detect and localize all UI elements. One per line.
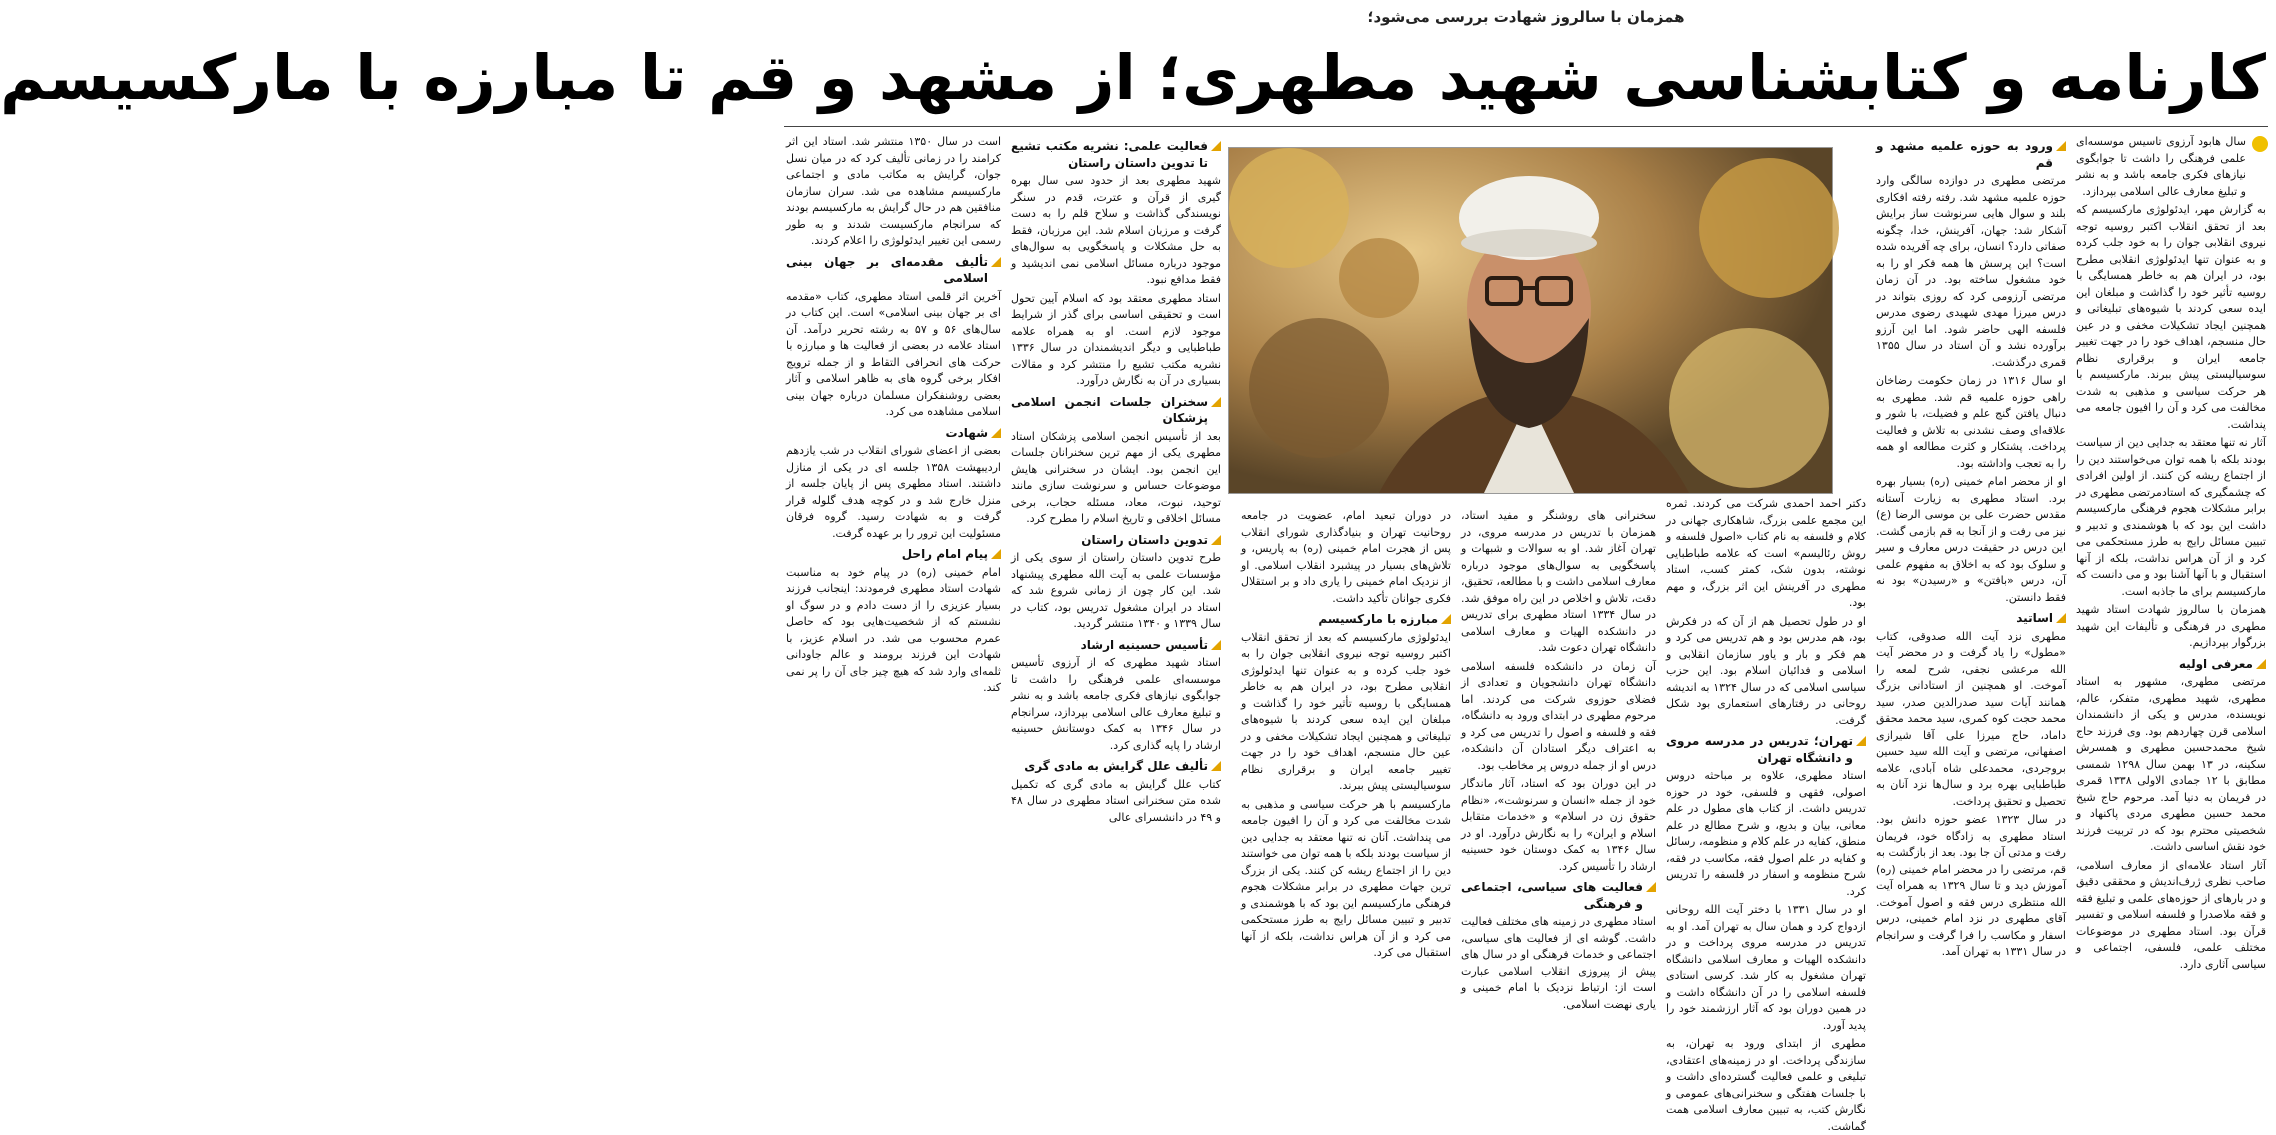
headline: کارنامه و کتابشناسی شهید مطهری؛ از مشهد و قم تا مبارزه با مارکسیسم bbox=[0, 41, 2266, 114]
paragraph: آثار نه تنها معتقد به جدایی دین از سیاست بودند بلکه با همه توان می‌خواستند دین را از اجتماع ریشه کن کنند. از اولین افرادی که چشمگیری که استادمرتضی مطهری در برابر مشکلات هجوم فرهنگی مارکسیسم داشت این بود که با هوشمندی و تدبیر و تبیین مسائل رایج به طرز مستحکمی می کرد و از آن هراس نداشت، بلکه از آنها استقبال و با آنها آشنا بود و می دانست که مارکسیسم برای ما جاذبه است. bbox=[2076, 436, 2266, 598]
paragraph: در دوران تبعید امام، عضویت در جامعه روحانیت تهران و بنیادگذاری شورای انقلاب پس از هجرت امام خمینی (ره) به پاریس، و تلاش‌های بسیار در پیشبرد انقلاب اسلامی. او از نزدیک امام خمینی را یاری داد و بر استقلال فکری جوانان تأکید داشت. bbox=[1241, 509, 1451, 605]
paragraph: دکتر احمد احمدی شرکت می کردند. ثمره این مجمع علمی بزرگ، شاهکاری جهانی در کلام و فلسفه به نام کتاب «اصول فلسفه و روش رئالیسم» است که علامه طباطبایی نوشته، بدون شک، کمتر کسب، استاد مطهری در آفرینش این اثر بزرگ، و مهم بود. bbox=[1666, 497, 1866, 609]
subheading: تهران؛ تدریس در مدرسه مروی و دانشگاه تهران bbox=[1666, 733, 1866, 766]
header-rule bbox=[784, 126, 2268, 127]
paragraph: امام خمینی (ره) در پیام خود به مناسبت شهادت استاد مطهری فرمودند: اینجانب فرزند بسیار عزیزی را از دست دادم و در سوگ او نشستم که از شخصیت‌هایی بود که حاصل عمرم محسوب می شد. در اسلام عزیز، با شهادت این فرزند برومند و عالم جاودانی ثلمه‌ای وارد شد که هیچ چیز جای آن را پر نمی کند. bbox=[786, 565, 1001, 694]
paragraph: بعد از تأسیس انجمن اسلامی پزشکان استاد مطهری یکی از مهم ترین سخنرانان جلسات این انجمن بود. ایشان در سخنرانی هایش موضوعات حساس و سرنوشت سازی مانند توحید، نبوت، معاد، مسئله حجاب، برخی مسائل اخلاقی و تاریخ اسلام را مطرح کرد. bbox=[1011, 429, 1221, 525]
column-7 bbox=[786, 134, 1001, 914]
paragraph: ایدئولوژی مارکسیسم که بعد از تحقق انقلاب اکتبر روسیه توجه نیروی انقلابی جوان را به خود جلب کرده و به عنوان تنها ایدئولوژی انقلابی مطرح بود، در ایران هم به خاطر همسایگی با روسیه تأثیر خود را گذاشت و مبلغان این ایده سعی کردند با شیوه‌های تبلیغاتی و همچنین ایجاد تشکیلات مخفی و در عین حال منسجم، اهداف خود را در جهت تغییر جامعه ایران و برقراری نظام سوسیالیستی پیش ببرند. bbox=[1241, 630, 1451, 792]
column-6 bbox=[1011, 134, 1221, 914]
paragraph: او در سال ۱۳۳۱ با دختر آیت الله روحانی ازدواج کرد و همان سال به تهران آمد. او به تدریس در مدرسه مروی پرداخت و در دانشکده الهیات و معارف اسلامی دانشگاه تهران مشغول به کار شد. کرسی استادی فلسفه اسلامی را در آن دانشگاه داشت و در همین دوران بود که آثار ارزشمند خود را پدید آورد. bbox=[1666, 903, 1866, 1032]
subheading: اساتید bbox=[1876, 610, 2066, 627]
subheading: معرفی اولیه bbox=[2076, 656, 2266, 673]
paragraph: استاد مطهری، علاوه بر مباحثه دروس اصولی، فقهی و فلسفی، خود در حوزه تدریس داشت. از کتاب های مطول در علم معانی، بیان و بدیع، و شرح مطالع در علم منطق، کفایه در علم کلام و منظومه، رسائل و کفایه در علم اصول فقه، مکاسب در فقه، شرح منظومه و اسفار در فلسفه را تدریس کرد. bbox=[1666, 769, 1866, 898]
paragraph: همزمان با سالروز شهادت استاد شهید مطهری در فرهنگی و تألیفات این شهید بزرگوار بپردازیم. bbox=[2076, 603, 2266, 649]
subheading: تألیف علل گرایش به مادی گری bbox=[1011, 758, 1221, 775]
column-5 bbox=[1241, 508, 1451, 959]
paragraph: مارکسیسم با هر حرکت سیاسی و مذهبی به شدت مخالفت می کرد و آن را افیون جامعه می پنداشت. آنان نه تنها معتقد به جدایی دین از سیاست بودند بلکه با همه توان می خواستند دین را از اجتماع ریشه کن کنند. یکی از بزرگ ترین جهات مطهری در برابر مشکلات هجوم فرهنگی مارکسیسم این بود که با هوشمندی و تدبیر و تبیین مسائل رایج به طرز مستحکمی می کرد و از آن هراس نداشت، بلکه از آنها استقبال می کرد. bbox=[1241, 797, 1451, 959]
paragraph: استاد مطهری معتقد بود که اسلام آیین تحول است و تحقیقی اساسی برای گذر از شرایط موجود لازم است. او به همراه علامه طباطبایی و دیگر اندیشمندان در سال ۱۳۳۶ نشریه مکتب تشیع را منتشر کرد و مقالات بسیاری در آن به نگارش درآورد. bbox=[1011, 291, 1221, 387]
paragraph: استاد مطهری در زمینه های مختلف فعالیت داشت. گوشه ای از فعالیت های سیاسی، اجتماعی و خدمات فرهنگی او در سال های پیش از پیروزی انقلاب اسلامی عبارت است از: ارتباط نزدیک با امام خمینی و یاری نهضت اسلامی. bbox=[1461, 915, 1656, 1011]
subheading: تألیف مقدمه‌ای بر جهان بینی اسلامی bbox=[786, 254, 1001, 287]
column-3 bbox=[1666, 134, 1867, 1133]
subheading: ورود به حوزه علمیه مشهد و قم bbox=[1876, 138, 2066, 171]
paragraph: او سال ۱۳۱۶ در زمان حکومت رضاخان راهی حوزه علمیه قم شد. مطهری به دنبال یافتن گنج علم و فضیلت، با شور و علاقه‌ای وصف نشدنی به تلاش و فعالیت پرداخت. پشتکار و کثرت مطالعه او همه را به تعجب واداشته بود. bbox=[1876, 374, 2066, 470]
paragraph: مرتضی مطهری، مشهور به استاد مطهری، شهید مطهری، متفکر، عالم، نویسنده، مدرس و یکی از دانشمندان اسلامی قرن چهاردهم بود. وی فرزند حاج شیخ محمدحسین مطهری و همسرش سکینه، در ۱۳ بهمن سال ۱۲۹۸ شمسی مطابق با ۱۲ جمادی الاولی ۱۳۳۸ قمری در فریمان به دنیا آمد. مرحوم حاج شیخ محمد حسین مطهری مردی پاکنهاد و شخصیتی محترم بود که در تربیت فرزند خود نقش اساسی داشت. bbox=[2076, 675, 2266, 853]
paragraph: او از محضر امام خمینی (ره) بسیار بهره برد. استاد مطهری به زیارت آستانه مقدس حضرت علی بن موسی الرضا (ع) نیز می رفت و از آنجا به قم بازمی گشت. این درس در حقیقت درس معارف و سیر و سلوک بود که به اخلاق به مفهوم علمی آن، درس «بافتن» و «رسیدن» بود نه فقط دانستن. bbox=[1876, 475, 2066, 604]
paragraph: مطهری نزد آیت الله صدوقی، کتاب «مطول» را یاد گرفت و در محضر آیت الله مرعشی نجفی، شرح لمعه را آموخت. او همچنین از استادانی بزرگ همانند آیات سید صدرالدین صدر، سید محمد حجت کوه کمری، سید محمد محقق داماد، حاج میرزا علی آقا شیرازی اصفهانی، مرتضی و آیت الله سید حسین بروجردی، محمدعلی شاه آبادی، علامه طباطبایی بهره برد و سال‌ها نزد آنان به تحصیل و تحقیق پرداخت. bbox=[1876, 629, 2066, 808]
subheading: فعالیت های سیاسی، اجتماعی و فرهنگی bbox=[1461, 879, 1656, 912]
paragraph: بعضی از اعضای شورای انقلاب در شب یازدهم اردیبهشت ۱۳۵۸ جلسه ای در یکی از منازل داشتند. استاد مطهری پس از پایان جلسه از منزل خارج شد و در کوچه هدف گلوله قرار گرفت و به شهادت رسید. گروه فرقان مسئولیت این ترور را بر عهده گرفت. bbox=[786, 444, 1001, 540]
intro-paragraph: سال هابود آرزوی تاسیس موسسه‌ای علمی فرهنگی را داشت تا جوابگوی نیازهای فکری جامعه باشد و به نشر و تبلیغ معارف عالی اسلامی بپردازد. bbox=[2076, 135, 2246, 198]
subheading: سخنران جلسات انجمن اسلامی پزشکان bbox=[1011, 394, 1221, 427]
paragraph: آن زمان در دانشکده فلسفه اسلامی دانشگاه تهران دانشجویان و تعدادی از فضلای حوزوی شرکت می کردند. اما مرحوم مطهری در ابتدای ورود به دانشگاه، فقه و فلسفه و اصول را تدریس می کرد و به اعتراف دیگر استادان آن دانشکده، درس او از جمله دروس پر مخاطب بود. bbox=[1461, 659, 1656, 772]
paragraph: آخرین اثر قلمی استاد مطهری، کتاب «مقدمه ای بر جهان بینی اسلامی» است. این کتاب در سال‌های ۵۶ و ۵۷ به رشته تحریر درآمد. آن استاد علامه در بعضی از فعالیت ها و مبارزه با حرکت های انحرافی التقاط و از جمله ترویج افکار برخی گروه های به ظاهر اسلامی و آثار بعضی روشنفکران مسلمان درباره جهان بینی اسلامی مشاهده می کرد. bbox=[786, 289, 1001, 418]
column-4 bbox=[1461, 508, 1657, 1011]
column-1 bbox=[2076, 134, 2266, 971]
subheading: مبارزه با مارکسیسم bbox=[1241, 611, 1451, 628]
paragraph: در سال ۱۳۲۳ عضو حوزه دانش بود. استاد مطهری به زادگاه خود، فریمان رفت و مدتی آن جا بود. بعد از بازگشت به قم، مرتضی را در محضر امام خمینی (ره) آموزش دید و تا سال ۱۳۲۹ به همراه آیت الله منتظری درس فقه و اصول آموخت. آقای مطهری در نزد امام خمینی، درس اسفار و مکاسب را فرا گرفت و سرانجام در سال ۱۳۳۱ به تهران آمد. bbox=[1876, 813, 2067, 958]
subheading: پیام امام راحل bbox=[786, 546, 1001, 563]
subheading: شهادت bbox=[786, 425, 1001, 442]
paragraph: سخنرانی های روشنگر و مفید استاد، همزمان با تدریس در مدرسه مروی، در تهران آغاز شد. او به سوالات و شبهات و پاسخگویی به سوال‌های موجود درباره معارف اسلامی داشت و با مطالعه، تحقیق، دقت، تلاش و اخلاص در این راه موفق شد. در سال ۱۳۳۴ استاد مطهری برای تدریس در دانشکده الهیات و معارف اسلامی دانشگاه تهران دعوت شد. bbox=[1461, 509, 1657, 654]
paragraph: در این دوران بود که استاد، آثار ماندگار خود از جمله «انسان و سرنوشت»، «نظام حقوق زن در اسلام» و «خدمات متقابل اسلام و ایران» را به نگارش درآورد. او در سال ۱۳۴۶ به کمک دوستان خود حسینیه ارشاد را تأسیس کرد. bbox=[1461, 777, 1656, 873]
paragraph: به گزارش مهر، ایدئولوژی مارکسیسم که بعد از تحقق انقلاب اکتبر روسیه توجه نیروی انقلابی جوان را به خود جلب کرده و به عنوان تنها ایدئولوژی انقلابی مطرح بود، در ایران هم به خاطر همسایگی با روسیه تأثیر خود را گذاشت و مبلغان این ایده سعی کردند با شیوه‌های تبلیغاتی و همچنین ایجاد تشکیلات مخفی و در عین حال منسجم، اهداف خود را در جهت تغییر جامعه ایران و برقراری نظام سوسیالیستی پیش ببرند. مارکسیسم با هر حرکت سیاسی و مذهبی به شدت مخالفت می کرد و آن را افیون جامعه می پنداشت. bbox=[2076, 203, 2266, 431]
paragraph: شهید مطهری بعد از حدود سی سال بهره گیری از قرآن و عترت، قدم در سنگر نویسندگی گذاشت و سلاح قلم را به دست گرفت و مرزبان اسلام شد. این مرزبان، فقط به حل مشکلات و پاسخگویی به سوال‌های موجود درباره مسائل اسلامی نمی اندیشید و فقط مدافع نبود. bbox=[1011, 174, 1221, 286]
subheading: تأسیس حسینیه ارشاد bbox=[1011, 637, 1221, 654]
paragraph: مطهری از ابتدای ورود به تهران، به سازندگی پرداخت. او در زمینه‌های اعتقادی، تبلیغی و علمی فعالیت گسترده‌ای داشت و با جلسات هفتگی و سخنرانی‌های عمومی و نگارش کتب، به تبیین معارف اسلامی همت گماشت. bbox=[1666, 1037, 1866, 1133]
kicker: همزمان با سالروز شهادت بررسی می‌شود؛ bbox=[1367, 8, 1685, 26]
paragraph: کتاب علل گرایش به مادی گری که تکمیل شده متن سخنرانی استاد مطهری در سال ۴۸ و ۴۹ در دانشسرای عالی bbox=[1011, 777, 1221, 824]
paragraph: است در سال ۱۳۵۰ منتشر شد. استاد این اثر کرامند را در زمانی تألیف کرد که در میان نسل جوان، گرایش به مکاتب مادی و اجتماعی مارکسیسم مشاهده می شد. سران سازمان منافقین هم در حال گرایش به مارکسیسم بودند که سرانجام مارکسیست شدند و به طور رسمی این تغییر ایدئولوژی را اعلام کردند. bbox=[786, 135, 1002, 247]
subheading: تدوین داستان راستان bbox=[1011, 532, 1221, 549]
paragraph: استاد شهید مطهری که از آرزوی تأسیس موسسه‌ای علمی فرهنگی را داشت تا جوابگوی نیازهای فکری جامعه باشد و به نشر و تبلیغ معارف عالی اسلامی بپردازد، سرانجام در سال ۱۳۴۶ به کمک دوستانش حسینیه ارشاد را پایه گذاری کرد. bbox=[1011, 656, 1221, 752]
paragraph: طرح تدوین داستان راستان از سوی یکی از مؤسسات علمی به آیت الله مطهری پیشنهاد شد. این کار چون از زمانی شروع شد که استاد در ایران مشغول تدریس بود، کتاب در سال ۱۳۳۹ و ۱۳۴۰ منتشر گردید. bbox=[1011, 551, 1221, 630]
paragraph: او در طول تحصیل هم از آن که در فکرش بود، هم مدرس بود و هم تدریس می کرد و هم فکر و بار و یاور سازمان انقلابی و اسلامی و فدائیان اسلام بود. این حزب سیاسی اسلامی که در سال ۱۳۲۴ به اندیشه روحانی در رفتارهای استعماری بود شکل گرفت. bbox=[1666, 614, 1867, 727]
paragraph: مرتضی مطهری در دوازده سالگی وارد حوزه علمیه مشهد شد. رفته رفته افکاری بلند و سوال هایی سرنوشت ساز برایش آشکار شد: جهان، آفرینش، خدا، چگونه صفاتی دارد؟ انسان، برای چه آفریده شده است؟ این پرسش ها همه فکر او را به خود مشغول ساخته بود. در آن زمان مرتضی آرزومی کرد که روزی بتواند در درس میرزا مهدی شهیدی رضوی مدرس فلسفه الهی حاضر شود. اما این آرزو برآورده نشد و آن استاد در سال ۱۳۵۵ قمری درگذشت. bbox=[1876, 174, 2066, 369]
subheading: فعالیت علمی: نشریه مکتب تشیع تا تدوین داستان راستان bbox=[1011, 138, 1221, 171]
column-2 bbox=[1876, 134, 2067, 958]
paragraph: آثار استاد علامه‌ای از معارف اسلامی، صاحب نظری ژرف‌اندیش و محققی دقیق و در بارهای از حوزه‌های علمی و تبلیغ فقه و فقه ملاصدرا و فلسفه اسلامی و تفسیر قرآن بود. استاد مطهری در موضوعات مختلف علمی، فلسفی، اجتماعی و سیاسی آثاری دارد. bbox=[2076, 858, 2266, 971]
